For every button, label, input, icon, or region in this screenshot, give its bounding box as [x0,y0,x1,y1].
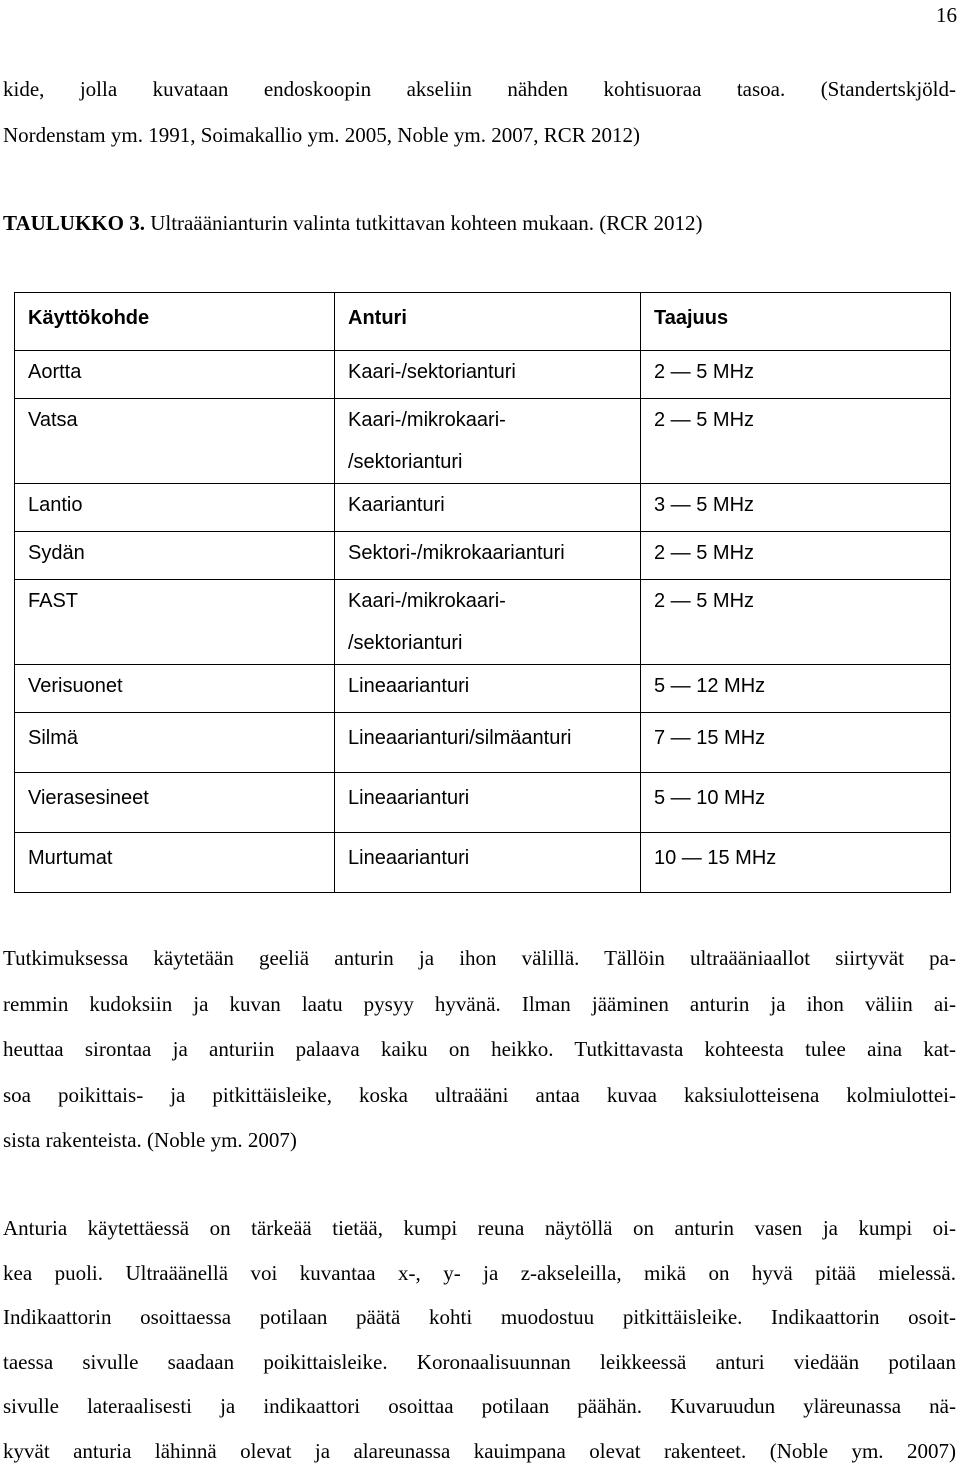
cell-kayttokohde: Silmä [15,713,335,773]
cell-kayttokohde: Lantio [15,484,335,532]
table-caption [3,209,956,237]
paragraph1-line: remmin kudoksiin ja kuvan laatu pysyy hyvänä. Ilman jääminen anturin ja ihon väliin ai- [3,991,956,1016]
cell-anturi: Kaarianturi [335,484,641,532]
cell-taajuus: 7 — 15 MHz [641,713,951,773]
paragraph2-line: kea puoli. Ultraäänellä voi kuvantaa x-, y- ja z-akseleilla, mikä on hyvä pitää mielessä. [3,1260,956,1285]
cell-anturi: Kaari-/sektorianturi [335,351,641,399]
cell-anturi: Lineaarianturi [335,773,641,833]
table-caption-text: Ultraäänianturin valinta tutkittavan kohteen mukaan. (RCR 2012) [150,211,703,235]
cell-kayttokohde: Verisuonet [15,665,335,713]
paragraph2-line: Indikaattorin osoittaessa potilaan päätä kohti muodostuu pitkittäisleike. Indikaattorin osoit- [3,1305,956,1329]
cell-kayttokohde: Vierasesineet [15,773,335,833]
table-row [15,713,951,773]
table-row [15,833,951,893]
cell-kayttokohde: Murtumat [15,833,335,893]
table-row [15,351,951,399]
paragraph1-line: sista rakenteista. (Noble ym. 2007) [3,1128,297,1152]
page-number: 16 [936,3,957,27]
cell-taajuus: 5 — 10 MHz [641,773,951,833]
cell-kayttokohde: Aortta [15,351,335,399]
cell-taajuus: 10 — 15 MHz [641,833,951,893]
table-header-row [15,293,951,351]
paragraph2-line: Anturia käytettäessä on tärkeää tietää, kumpi reuna näytöllä on anturin vasen ja kumpi oi- [3,1216,956,1240]
cell-anturi: Sektori-/mikrokaarianturi [335,532,641,580]
paragraph1-line: Tutkimuksessa käytetään geeliä anturin ja ihon välillä. Tällöin ultraääniaallot siirtyvät pa- [3,946,956,970]
cell-kayttokohde: FAST [15,580,335,665]
header-taajuus: Taajuus [641,293,951,351]
cell-taajuus: 2 — 5 MHz [641,351,951,399]
table-row [15,665,951,713]
cell-anturi: Kaari-/mikrokaari- /sektorianturi [335,399,641,484]
cell-taajuus: 3 — 5 MHz [641,484,951,532]
cell-anturi: Lineaarianturi/silmäanturi [335,713,641,773]
paragraph2-line: kyvät anturia lähinnä olevat ja alareunassa kauimpana olevat rakenteet. (Noble ym. 2007) [3,1438,956,1463]
cell-taajuus: 2 — 5 MHz [641,532,951,580]
paragraph1-line: soa poikittais- ja pitkittäisleike, koska ultraääni antaa kuvaa kaksiulotteisena kolmiulottei- [3,1082,956,1107]
probe-table [14,292,951,893]
table-caption-label: TAULUKKO 3. [3,211,145,235]
paragraph1-line: heuttaa sirontaa ja anturiin palaava kaiku on heikko. Tutkittavasta kohteesta tulee aina kat- [3,1037,956,1061]
cell-kayttokohde: Sydän [15,532,335,580]
cell-taajuus: 2 — 5 MHz [641,399,951,484]
intro-line-1: kide, jolla kuvataan endoskoopin akseliin nähden kohtisuoraa tasoa. (Standertskjöld- [3,77,956,101]
cell-anturi: Kaari-/mikrokaari- /sektorianturi [335,580,641,665]
header-kayttokohde: Käyttökohde [15,293,335,351]
cell-taajuus: 5 — 12 MHz [641,665,951,713]
table-row [15,773,951,833]
table-row [15,484,951,532]
header-anturi: Anturi [335,293,641,351]
table-row [15,399,951,484]
intro-line-2: Nordenstam ym. 1991, Soimakallio ym. 2005, Noble ym. 2007, RCR 2012) [3,123,640,147]
table-row [15,580,951,665]
cell-taajuus: 2 — 5 MHz [641,580,951,665]
cell-kayttokohde: Vatsa [15,399,335,484]
cell-anturi: Lineaarianturi [335,833,641,893]
table-row [15,532,951,580]
cell-anturi: Lineaarianturi [335,665,641,713]
paragraph2-line: sivulle lateraalisesti ja indikaattori osoittaa potilaan päähän. Kuvaruudun yläreunassa nä- [3,1394,956,1418]
paragraph2-line: taessa sivulle saadaan poikittaisleike. Koronaalisuunnan leikkeessä anturi viedään potilaan [3,1349,956,1374]
